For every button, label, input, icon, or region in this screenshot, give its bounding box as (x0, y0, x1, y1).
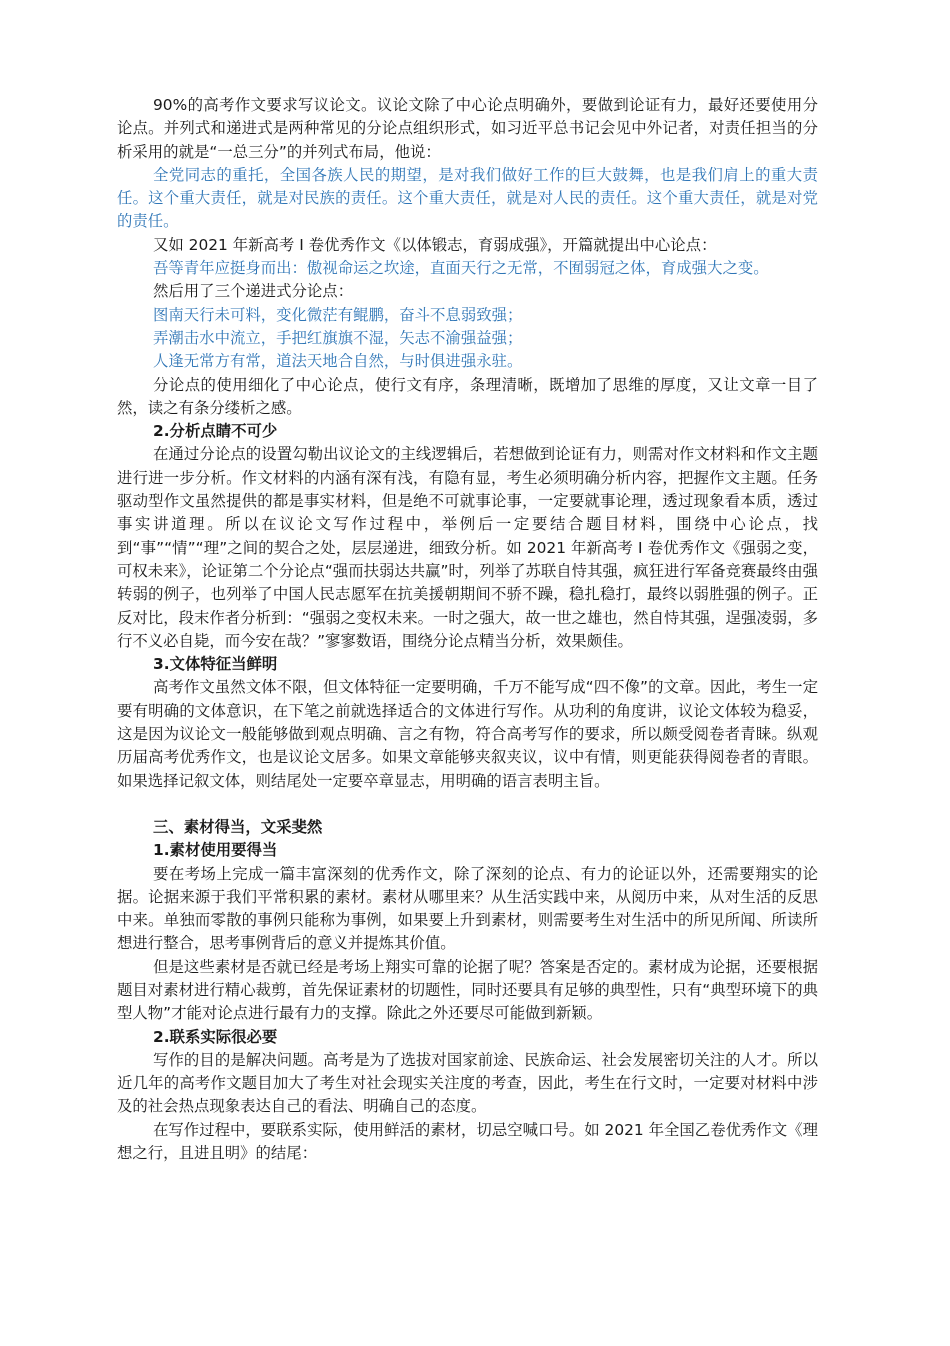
paragraph-material-selection: 但是这些素材是否就已经是考场上翔实可靠的论据了呢？答案是否定的。素材成为论据，还要根据题目对素材进行精心裁剪，首先保证素材的切题性，同时还要具有足够的典型性，只有“典型环境下的典型人物”才能对论点进行最有力的支撑。除此之外还要尽可能做到新颖。 (117, 957, 818, 1023)
quote-responsibility: 全党同志的重托，全国各族人民的期望，是对我们做好工作的巨大鼓舞，也是我们肩上的重大责任。这个重大责任，就是对民族的责任。这个重大责任，就是对人民的责任。这个重大责任，就是对党的责任。 (117, 165, 818, 231)
paragraph-analysis: 在通过分论点的设置勾勒出议论文的主线逻辑后，若想做到论证有力，则需对作文材料和作文主题进行进一步分析。作文材料的内涵有深有浅，有隐有显，考生必须明确分析内容，把握作文主题。任务驱动型作文虽然提供的都是事实材料，但是绝不可就事论事，一定要就事论理，透过现象看本质，透过事实讲道理。所以在议论文写作过程中，举例后一定要结合题目材料，围绕中心论点，找到“事”“情”“理”之间的契合之处，层层递进，细致分析。如 2021 年新高考 I 卷优秀作文《强弱之变，可权未来》，论证第二个分论点“强而扶弱达共赢”时，列举了苏联自恃其强，疯狂进行军备竞赛最终由强转弱的例子，也列举了中国人民志愿军在抗美援朝期间不骄不躁，稳扎稳打，最终以弱胜强的例子。正反对比，段末作者分析到：“强弱之变权未来。一时之强大，故一世之雄也，然自恃其强，逞强凌弱，多行不义必自毙，而今安在哉？”寥寥数语，围绕分论点精当分析，效果颇佳。 (117, 445, 818, 650)
paragraph-genre: 高考作文虽然文体不限，但文体特征一定要明确，千万不能写成“四不像”的文章。因此，考生一定要有明确的文体意识，在下笔之前就选择适合的文体进行写作。从功利的角度讲，议论文体较为稳妥，这是因为议论文一般能够做到观点明确、言之有物，符合高考写作的要求，所以颇受阅卷者青睐。纵观历届高考优秀作文，也是议论文居多。如果文章能够夹叙夹议，议中有情，则更能获得阅卷者的青眼。如果选择记叙文体，则结尾处一定要卒章显志，用明确的语言表明主旨。 (117, 678, 818, 790)
paragraph-reality: 写作的目的是解决问题。高考是为了选拔对国家前途、民族命运、社会发展密切关注的人才。所以近几年的高考作文题目加大了考生对社会现实关注度的考查，因此，考生在行文时，一定要对材料中涉及的社会热点现象表达自己的看法、明确自己的态度。 (117, 1050, 818, 1116)
quote-central-argument: 吾等青年应挺身而出：傲视命运之坎途，直面天行之无常，不囿弱冠之体，育成强大之变。 (153, 259, 769, 278)
quote-sub-argument-1: 图南天行未可料，变化微茫有鲲鹏，奋斗不息弱致强； (153, 305, 523, 324)
paragraph-writing-process: 在写作过程中，要联系实际，使用鲜活的素材，切忌空喊口号。如 2021 年全国乙卷优秀作文《理想之行，且进且明》的结尾： (117, 1120, 818, 1163)
paragraph-intro: 90%的高考作文要求写议论文。议论文除了中心论点明确外，要做到论证有力，最好还要使用分论点。并列式和递进式是两种常见的分论点组织形式，如习近平总书记会见中外记者，对责任担当的分析采用的就是“一总三分”的并列式布局，他说： (117, 96, 818, 161)
paragraph-example-2021: 又如 2021 年新高考 I 卷优秀作文《以体锻志，育弱成强》，开篇就提出中心论点： (153, 235, 717, 254)
section-heading-materials: 三、素材得当，文采斐然 (153, 817, 323, 836)
paragraph-material-use: 要在考场上完成一篇丰富深刻的优秀作文，除了深刻的论点、有力的论证以外，还需要翔实的论据。论据来源于我们平常积累的素材。素材从哪里来？从生活实践中来，从阅历中来，从对生活的反思中来。单独而零散的事例只能称为事例，如果要上升到素材，则需要考生对生活中的所见所闻、所读所想进行整合，思考事例背后的意义并提炼其价值。 (117, 864, 818, 953)
paragraph-sub-arguments-summary: 分论点的使用细化了中心论点，使行文有序，条理清晰，既增加了思维的厚度，又让文章一目了然，读之有条分缕析之感。 (117, 375, 818, 417)
heading-material-use: 1.素材使用要得当 (153, 841, 278, 860)
quote-sub-argument-2: 弄潮击水中流立，手把红旗旗不湿，矢志不渝强益强； (153, 328, 523, 347)
heading-genre: 3.文体特征当鲜明 (153, 655, 278, 674)
heading-reality: 2.联系实际很必要 (153, 1027, 278, 1046)
heading-analysis: 2.分析点睛不可少 (153, 422, 278, 441)
quote-sub-argument-3: 人逢无常方有常，道法天地合自然，与时俱进强永驻。 (153, 352, 523, 371)
paragraph-sub-arguments-intro: 然后用了三个递进式分论点： (153, 282, 354, 301)
